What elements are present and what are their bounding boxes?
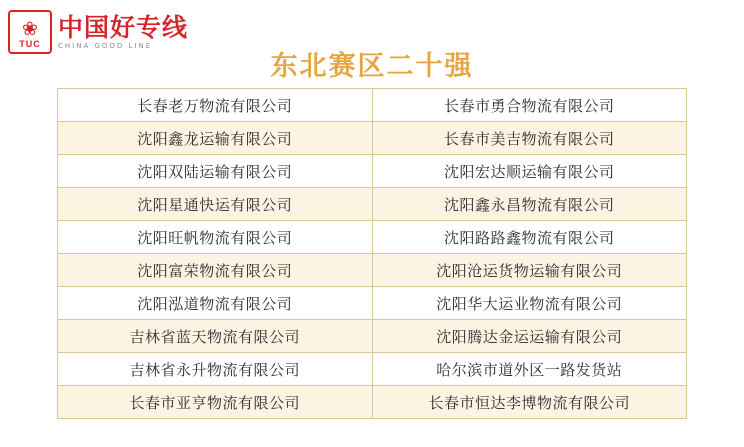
roster-table: [57, 88, 687, 419]
roster-table-container: [57, 88, 687, 419]
brand-name: 中国好专线: [58, 12, 189, 42]
table-cell: 沈阳双陆运输有限公司: [58, 155, 373, 188]
table-cell: 长春老万物流有限公司: [58, 89, 373, 122]
table-cell: 沈阳鑫永昌物流有限公司: [372, 188, 687, 221]
table-cell: 吉林省蓝天物流有限公司: [58, 320, 373, 353]
table-cell: 沈阳华大运业物流有限公司: [372, 287, 687, 320]
table-cell: 长春市恒达李博物流有限公司: [372, 386, 687, 419]
table-row: [58, 386, 687, 419]
table-cell: 沈阳泓道物流有限公司: [58, 287, 373, 320]
table-row: [58, 287, 687, 320]
roster-table-body: [58, 89, 687, 419]
brand-subtitle: CHINA GOOD LINE: [58, 41, 153, 50]
table-cell: 长春市美吉物流有限公司: [372, 122, 687, 155]
table-cell: 沈阳富荣物流有限公司: [58, 254, 373, 287]
table-row: [58, 155, 687, 188]
table-cell: 沈阳腾达金运运输有限公司: [372, 320, 687, 353]
table-cell: 哈尔滨市道外区一路发货站: [372, 353, 687, 386]
table-row: [58, 89, 687, 122]
table-cell: 吉林省永升物流有限公司: [58, 353, 373, 386]
swirl-icon: ❀: [22, 18, 38, 40]
table-cell: 沈阳旺帆物流有限公司: [58, 221, 373, 254]
table-row: [58, 353, 687, 386]
table-row: [58, 254, 687, 287]
table-cell: 沈阳星通快运有限公司: [58, 188, 373, 221]
table-row: [58, 221, 687, 254]
page-title: 东北赛区二十强: [270, 51, 474, 82]
table-cell: 沈阳鑫龙运输有限公司: [58, 122, 373, 155]
table-row: [58, 320, 687, 353]
table-cell: 长春市勇合物流有限公司: [372, 89, 687, 122]
table-cell: 沈阳宏达顺运输有限公司: [372, 155, 687, 188]
logo-mark-label: TUC: [19, 39, 41, 49]
table-cell: 沈阳沧运货物运输有限公司: [372, 254, 687, 287]
table-cell: 沈阳路路鑫物流有限公司: [372, 221, 687, 254]
table-row: [58, 188, 687, 221]
table-cell: 长春市亚亨物流有限公司: [58, 386, 373, 419]
table-row: [58, 122, 687, 155]
